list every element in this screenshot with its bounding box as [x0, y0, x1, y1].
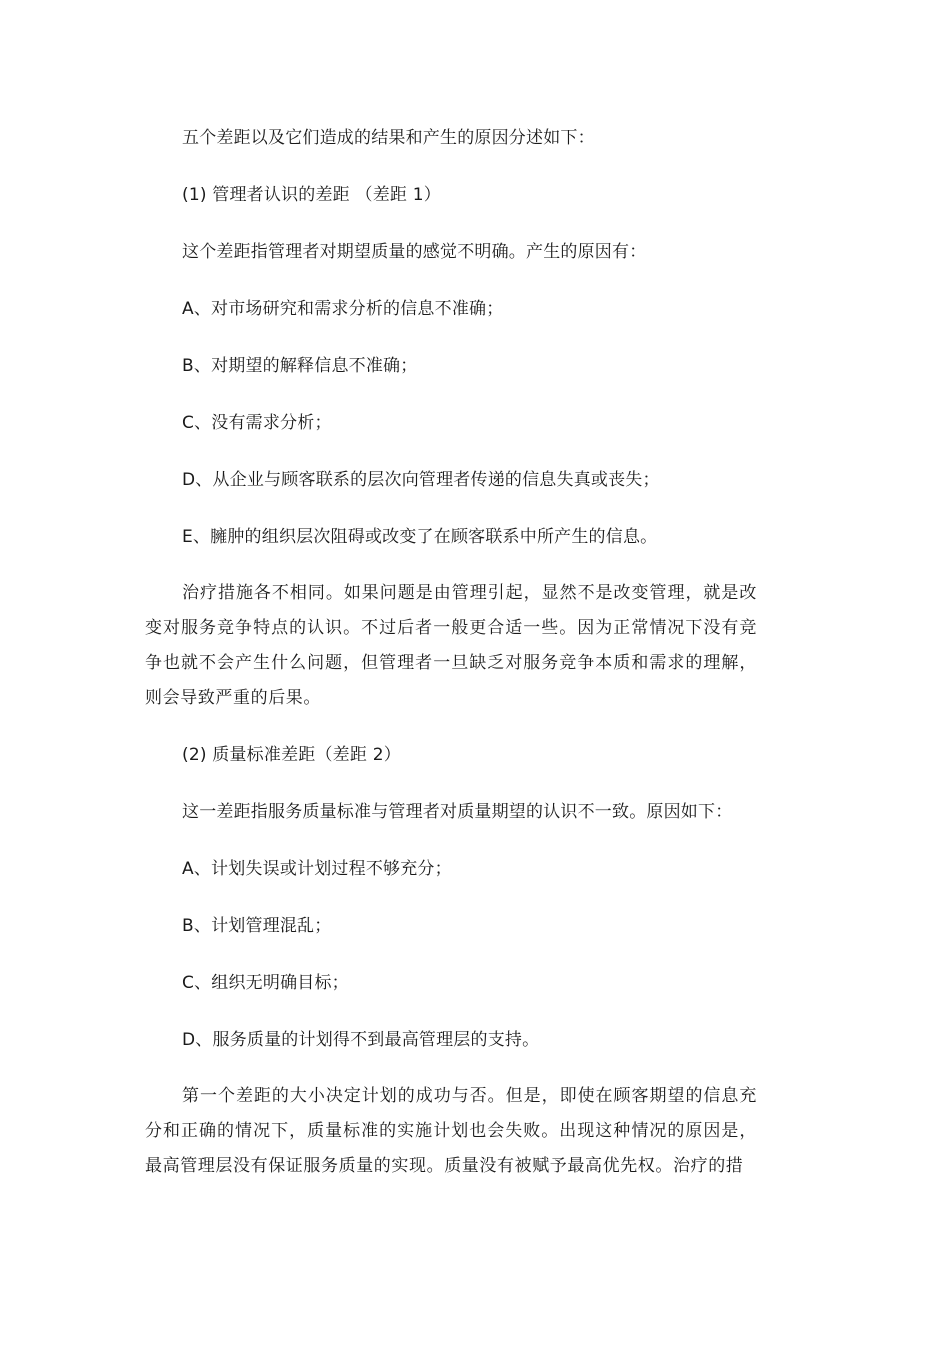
gap1-cause-e: E、臃肿的组织层次阻碍或改变了在顾客联系中所产生的信息。 [182, 527, 658, 547]
gap2-cause-c: C、组织无明确目标； [182, 973, 349, 993]
gap2-heading: (2) 质量标准差距（差距 2） [182, 745, 401, 765]
gap2-remedy-paragraph: 第一个差距的大小决定计划的成功与否。但是，即使在顾客期望的信息充分和正确的情况下，质量标准的实施计划也会失败。出现这种情况的原因是，最高管理层没有保证服务质量的实现。质量没有被赋予最高优先权。治疗的措 [145, 1086, 757, 1176]
intro-text: 五个差距以及它们造成的结果和产生的原因分述如下： [182, 128, 595, 148]
gap1-cause-a: A、对市场研究和需求分析的信息不准确； [182, 299, 504, 319]
gap2-cause-a: A、计划失误或计划过程不够充分； [182, 859, 452, 879]
gap2-cause-d: D、服务质量的计划得不到最高管理层的支持。 [182, 1030, 540, 1050]
gap2-cause-b: B、计划管理混乱； [182, 916, 332, 936]
gap1-cause-c: C、没有需求分析； [182, 413, 332, 433]
gap1-description: 这个差距指管理者对期望质量的感觉不明确。产生的原因有： [182, 242, 647, 262]
gap1-cause-d: D、从企业与顾客联系的层次向管理者传递的信息失真或丧失； [182, 470, 660, 490]
gap1-remedy-paragraph: 治疗措施各不相同。如果问题是由管理引起，显然不是改变管理，就是改变对服务竞争特点的认识。不过后者一般更合适一些。因为正常情况下没有竞争也就不会产生什么问题，但管理者一旦缺乏对服务竞争本质和需求的理解，则会导致严重的后果。 [145, 583, 757, 708]
gap2-description: 这一差距指服务质量标准与管理者对质量期望的认识不一致。原因如下： [182, 802, 733, 822]
gap1-heading: (1) 管理者认识的差距 （差距 1） [182, 185, 441, 205]
gap1-cause-b: B、对期望的解释信息不准确； [182, 356, 418, 376]
